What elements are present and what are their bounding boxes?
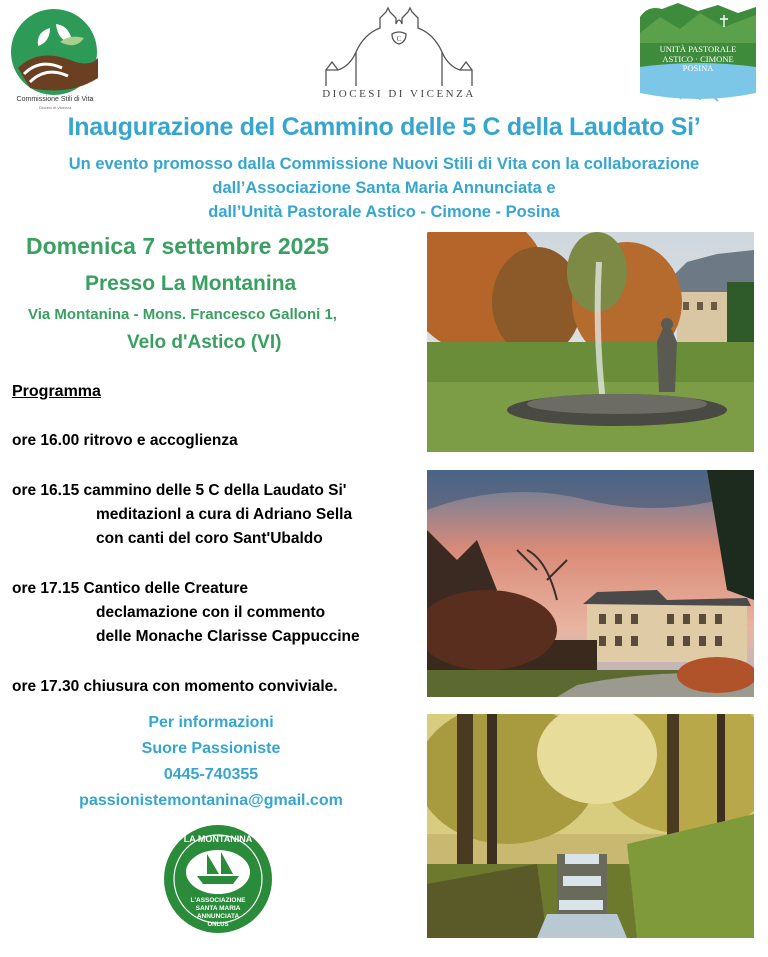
event-place: Presso La Montanina — [85, 272, 297, 295]
info-phone[interactable]: 0445-740355 — [163, 766, 259, 783]
subtitle-line1: Un evento promosso dalla Commissione Nuovi Stili di Vita con la collaborazione — [68, 155, 700, 173]
unita-pastorale-logo — [640, 3, 756, 109]
assoc-top: LA MONTANINA — [183, 834, 253, 844]
logo-left-name: Commissione Stili di Vita — [16, 96, 94, 103]
logo-right-line3: POSINA — [682, 63, 714, 73]
program-item-2: ore 16.15 cammino delle 5 C della Laudato Si' — [12, 482, 347, 499]
leaf-hands-icon — [10, 8, 100, 96]
associazione-santa-maria-logo — [163, 824, 273, 934]
info-org: Suore Passioniste — [141, 740, 281, 757]
event-date: Domenica 7 settembre 2025 — [26, 233, 329, 259]
subtitle-line3: dall’Unità Pastorale Astico - Cimone - Posina — [208, 203, 560, 221]
cathedral-outline-icon — [316, 4, 482, 88]
program-item-2-detail-1: meditazionl a cura di Adriano Sella — [96, 506, 353, 523]
assoc-line2: SANTA MARIA — [195, 905, 241, 912]
info-heading: Per informazioni — [148, 714, 274, 731]
info-email[interactable]: passionistemontanina@gmail.com — [79, 792, 343, 809]
logo-right-line1: UNITÀ PASTORALE — [659, 44, 737, 54]
assoc-line1: L'ASSOCIAZIONE — [190, 897, 246, 904]
event-address-street: Via Montanina - Mons. Francesco Galloni 1, — [28, 306, 337, 323]
photo-villa-sunset — [427, 470, 754, 697]
program-item-2-detail-2: con canti del coro Sant'Ubaldo — [96, 530, 323, 547]
ship-emblem-icon — [163, 824, 273, 934]
event-address-town: Velo d'Astico (VI) — [127, 332, 282, 353]
program-heading: Programma — [12, 383, 101, 400]
subtitle — [0, 152, 768, 224]
logo-center-name: DIOCESI DI VICENZA — [322, 88, 476, 100]
program-item-1: ore 16.00 ritrovo e accoglienza — [12, 432, 238, 449]
page-title: Inaugurazione del Cammino delle 5 C della Laudato Si’ — [67, 113, 701, 141]
assoc-line4: ONLUS — [207, 922, 229, 928]
commissione-stili-di-vita-logo — [10, 8, 100, 112]
subtitle-line2: dall’Associazione Santa Maria Annunciata e — [212, 179, 556, 197]
program-item-3: ore 17.15 Cantico delle Creature — [12, 580, 249, 597]
logo-right-line2: ASTICO · CIMONE — [662, 53, 734, 64]
svg-text:C: C — [396, 35, 402, 43]
program-item-3-detail-2: delle Monache Clarisse Cappuccine — [96, 628, 360, 645]
program-item-3-detail-1: declamazione con il commento — [96, 604, 326, 621]
photo-statue-garden — [427, 232, 754, 452]
assoc-line3: ANNUNCIATA — [196, 913, 240, 920]
logo-left-sub: Diocesi di Vicenza — [38, 105, 72, 110]
diocesi-vicenza-logo — [316, 4, 482, 100]
photo-forest-stream — [427, 714, 754, 938]
program-item-4: ore 17.30 chiusura con momento conviviale. — [12, 678, 338, 695]
